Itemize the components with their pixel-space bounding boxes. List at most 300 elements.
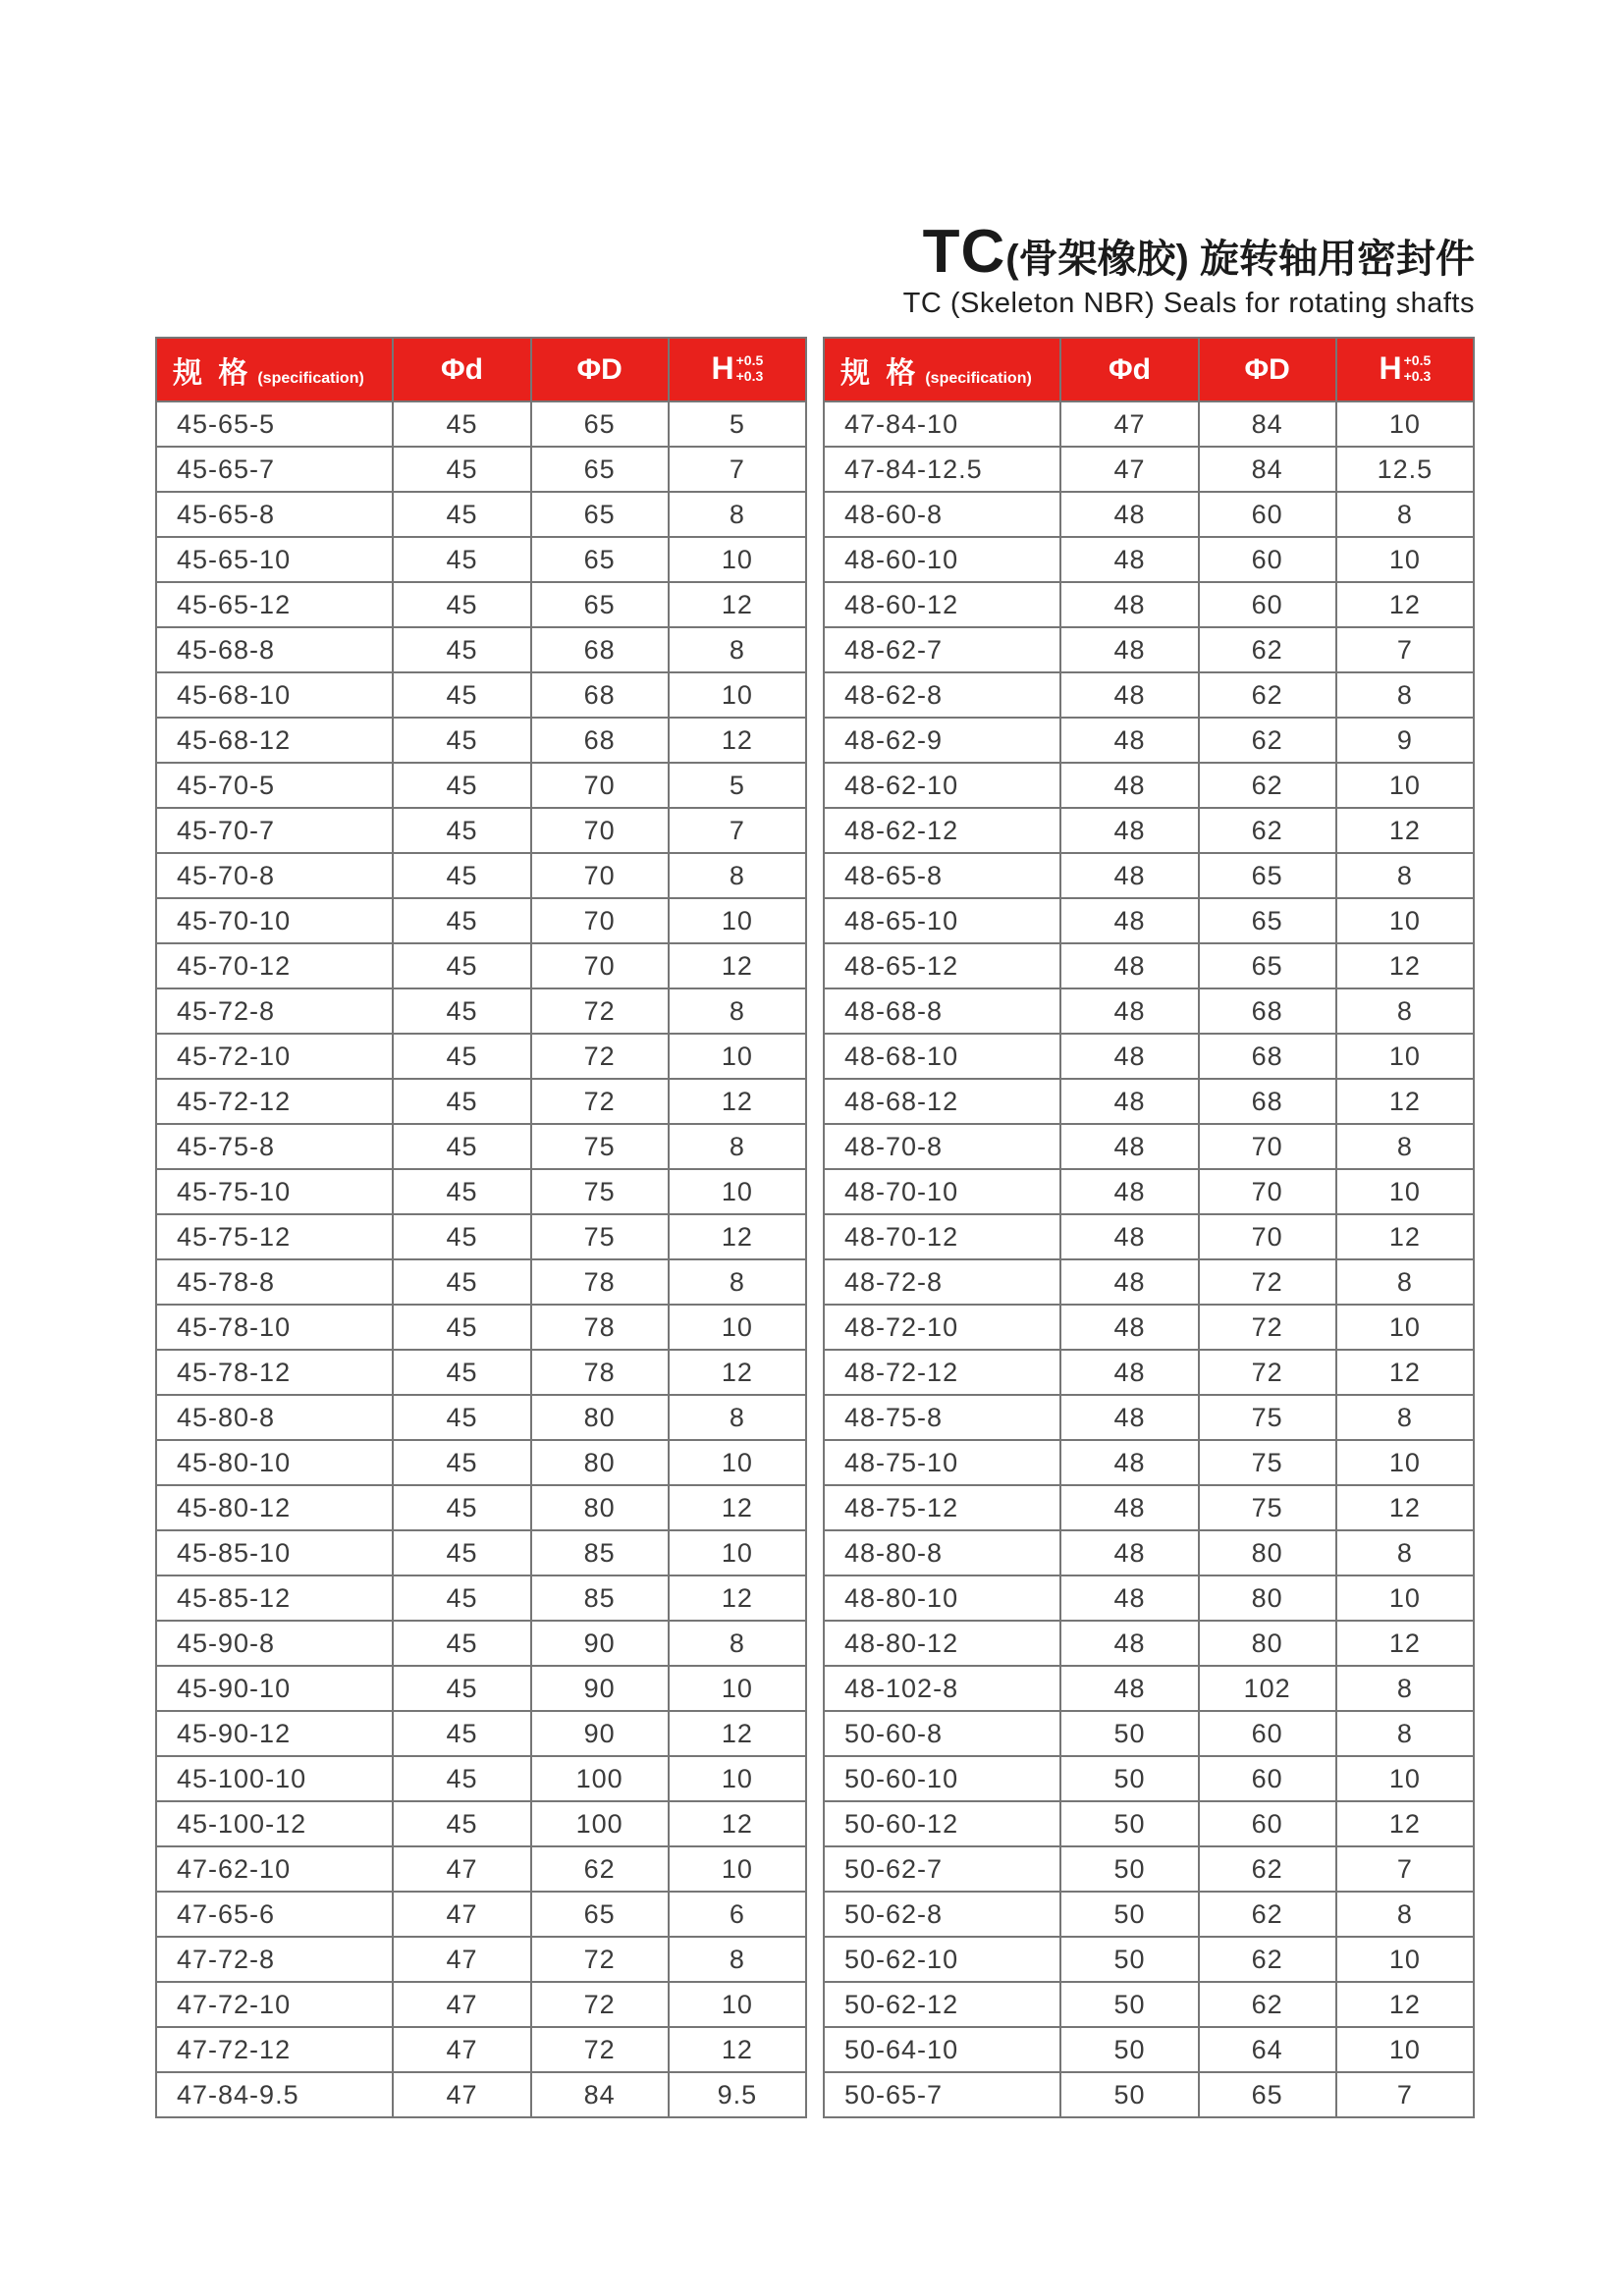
table-row bbox=[156, 943, 806, 988]
value-cell: 8 bbox=[1336, 1259, 1474, 1305]
value-cell: 47 bbox=[393, 1982, 530, 2027]
value-cell: 70 bbox=[531, 808, 669, 853]
value-cell: 45 bbox=[393, 1756, 530, 1801]
spec-cell: 50-64-10 bbox=[824, 2027, 1060, 2072]
value-cell: 45 bbox=[393, 1034, 530, 1079]
value-cell: 47 bbox=[393, 1937, 530, 1982]
table-row bbox=[824, 1305, 1474, 1350]
page-title bbox=[903, 218, 1475, 286]
table-row bbox=[156, 1846, 806, 1892]
spec-cell: 45-75-8 bbox=[156, 1124, 393, 1169]
table-row bbox=[156, 1350, 806, 1395]
table-row bbox=[156, 492, 806, 537]
spec-cell: 50-60-12 bbox=[824, 1801, 1060, 1846]
table-row bbox=[824, 1982, 1474, 2027]
table-row bbox=[156, 672, 806, 718]
value-cell: 7 bbox=[669, 808, 806, 853]
value-cell: 72 bbox=[531, 1982, 669, 2027]
table-row bbox=[156, 853, 806, 898]
spec-cell: 47-65-6 bbox=[156, 1892, 393, 1937]
value-cell: 62 bbox=[1199, 1937, 1336, 1982]
value-cell: 47 bbox=[393, 1892, 530, 1937]
table-row bbox=[824, 627, 1474, 672]
value-cell: 84 bbox=[1199, 401, 1336, 447]
value-cell: 10 bbox=[669, 1846, 806, 1892]
table-row bbox=[156, 1305, 806, 1350]
spec-cell: 48-65-12 bbox=[824, 943, 1060, 988]
value-cell: 80 bbox=[1199, 1621, 1336, 1666]
value-cell: 84 bbox=[531, 2072, 669, 2117]
table-row bbox=[156, 808, 806, 853]
column-header-phi-d: Φd bbox=[393, 338, 530, 401]
spec-cell: 45-100-12 bbox=[156, 1801, 393, 1846]
value-cell: 10 bbox=[669, 1034, 806, 1079]
value-cell: 45 bbox=[393, 943, 530, 988]
value-cell: 5 bbox=[669, 401, 806, 447]
value-cell: 48 bbox=[1060, 1169, 1198, 1214]
table-row bbox=[156, 1756, 806, 1801]
value-cell: 90 bbox=[531, 1621, 669, 1666]
table-row bbox=[824, 1756, 1474, 1801]
value-cell: 9 bbox=[1336, 718, 1474, 763]
table-row bbox=[824, 1124, 1474, 1169]
table-row bbox=[156, 1440, 806, 1485]
table-row bbox=[824, 401, 1474, 447]
spec-cell: 48-65-10 bbox=[824, 898, 1060, 943]
value-cell: 72 bbox=[1199, 1350, 1336, 1395]
table-row bbox=[824, 2072, 1474, 2117]
spec-cell: 48-80-8 bbox=[824, 1530, 1060, 1575]
table-row bbox=[824, 1575, 1474, 1621]
spec-cell: 45-70-10 bbox=[156, 898, 393, 943]
spec-cell: 50-65-7 bbox=[824, 2072, 1060, 2117]
value-cell: 48 bbox=[1060, 943, 1198, 988]
spec-tables bbox=[155, 337, 1475, 2118]
spec-label-cn: 规 格 bbox=[173, 356, 252, 390]
column-header-h bbox=[669, 338, 806, 401]
table-row bbox=[824, 1440, 1474, 1485]
table-row bbox=[824, 1666, 1474, 1711]
value-cell: 12 bbox=[669, 582, 806, 627]
spec-cell: 47-62-10 bbox=[156, 1846, 393, 1892]
value-cell: 12 bbox=[1336, 582, 1474, 627]
column-header-phi-d: Φd bbox=[1060, 338, 1198, 401]
table-row bbox=[156, 1621, 806, 1666]
spec-cell: 45-65-8 bbox=[156, 492, 393, 537]
value-cell: 9.5 bbox=[669, 2072, 806, 2117]
table-row bbox=[156, 1666, 806, 1711]
spec-cell: 48-75-12 bbox=[824, 1485, 1060, 1530]
value-cell: 45 bbox=[393, 808, 530, 853]
value-cell: 72 bbox=[531, 988, 669, 1034]
value-cell: 45 bbox=[393, 1350, 530, 1395]
value-cell: 90 bbox=[531, 1711, 669, 1756]
spec-cell: 48-60-8 bbox=[824, 492, 1060, 537]
value-cell: 12 bbox=[1336, 943, 1474, 988]
spec-cell: 48-60-10 bbox=[824, 537, 1060, 582]
value-cell: 8 bbox=[1336, 1892, 1474, 1937]
value-cell: 8 bbox=[1336, 1124, 1474, 1169]
table-row bbox=[824, 447, 1474, 492]
value-cell: 6 bbox=[669, 1892, 806, 1937]
table-row bbox=[824, 1214, 1474, 1259]
value-cell: 12 bbox=[669, 1214, 806, 1259]
spec-cell: 45-65-10 bbox=[156, 537, 393, 582]
spec-cell: 50-62-7 bbox=[824, 1846, 1060, 1892]
spec-cell: 45-70-8 bbox=[156, 853, 393, 898]
value-cell: 72 bbox=[531, 1937, 669, 1982]
table-body-right bbox=[824, 401, 1474, 2117]
value-cell: 80 bbox=[1199, 1575, 1336, 1621]
table-row bbox=[824, 943, 1474, 988]
value-cell: 65 bbox=[531, 447, 669, 492]
value-cell: 10 bbox=[669, 1756, 806, 1801]
spec-cell: 45-78-8 bbox=[156, 1259, 393, 1305]
value-cell: 48 bbox=[1060, 1485, 1198, 1530]
spec-cell: 50-62-12 bbox=[824, 1982, 1060, 2027]
spec-cell: 45-90-12 bbox=[156, 1711, 393, 1756]
value-cell: 48 bbox=[1060, 718, 1198, 763]
spec-cell: 45-80-8 bbox=[156, 1395, 393, 1440]
value-cell: 10 bbox=[1336, 1305, 1474, 1350]
value-cell: 60 bbox=[1199, 1801, 1336, 1846]
value-cell: 8 bbox=[1336, 672, 1474, 718]
table-row bbox=[824, 763, 1474, 808]
value-cell: 60 bbox=[1199, 582, 1336, 627]
value-cell: 68 bbox=[1199, 1079, 1336, 1124]
value-cell: 12 bbox=[669, 1079, 806, 1124]
spec-cell: 45-72-12 bbox=[156, 1079, 393, 1124]
value-cell: 45 bbox=[393, 401, 530, 447]
spec-label-cn: 规 格 bbox=[840, 356, 920, 390]
value-cell: 62 bbox=[531, 1846, 669, 1892]
spec-cell: 45-72-8 bbox=[156, 988, 393, 1034]
table-row bbox=[156, 1575, 806, 1621]
h-tolerance-upper: +0.5 bbox=[735, 351, 764, 368]
spec-cell: 45-68-8 bbox=[156, 627, 393, 672]
value-cell: 45 bbox=[393, 537, 530, 582]
h-tolerance bbox=[1404, 352, 1432, 384]
spec-cell: 45-70-7 bbox=[156, 808, 393, 853]
value-cell: 7 bbox=[1336, 1846, 1474, 1892]
value-cell: 45 bbox=[393, 853, 530, 898]
spec-cell: 45-78-12 bbox=[156, 1350, 393, 1395]
value-cell: 45 bbox=[393, 582, 530, 627]
value-cell: 70 bbox=[1199, 1214, 1336, 1259]
column-header-h bbox=[1336, 338, 1474, 401]
table-row bbox=[156, 1892, 806, 1937]
spec-cell: 48-72-8 bbox=[824, 1259, 1060, 1305]
value-cell: 50 bbox=[1060, 2027, 1198, 2072]
table-row bbox=[156, 627, 806, 672]
value-cell: 47 bbox=[393, 2072, 530, 2117]
value-cell: 48 bbox=[1060, 853, 1198, 898]
table-row bbox=[156, 1982, 806, 2027]
value-cell: 8 bbox=[1336, 1666, 1474, 1711]
table-row bbox=[824, 1485, 1474, 1530]
table-row bbox=[156, 1937, 806, 1982]
value-cell: 85 bbox=[531, 1575, 669, 1621]
value-cell: 62 bbox=[1199, 808, 1336, 853]
value-cell: 10 bbox=[669, 1982, 806, 2027]
spec-cell: 50-60-8 bbox=[824, 1711, 1060, 1756]
h-tolerance-lower: +0.3 bbox=[1403, 368, 1432, 385]
value-cell: 100 bbox=[531, 1801, 669, 1846]
table-row bbox=[156, 2072, 806, 2117]
table-row bbox=[824, 672, 1474, 718]
value-cell: 100 bbox=[531, 1756, 669, 1801]
spec-cell: 45-75-10 bbox=[156, 1169, 393, 1214]
value-cell: 10 bbox=[669, 1666, 806, 1711]
value-cell: 48 bbox=[1060, 582, 1198, 627]
value-cell: 48 bbox=[1060, 672, 1198, 718]
spec-cell: 47-72-12 bbox=[156, 2027, 393, 2072]
spec-cell: 45-85-12 bbox=[156, 1575, 393, 1621]
value-cell: 10 bbox=[669, 898, 806, 943]
value-cell: 7 bbox=[1336, 627, 1474, 672]
value-cell: 12 bbox=[1336, 1982, 1474, 2027]
value-cell: 60 bbox=[1199, 492, 1336, 537]
value-cell: 8 bbox=[669, 1124, 806, 1169]
table-row bbox=[156, 2027, 806, 2072]
value-cell: 12 bbox=[1336, 808, 1474, 853]
value-cell: 80 bbox=[531, 1485, 669, 1530]
table-row bbox=[824, 537, 1474, 582]
value-cell: 45 bbox=[393, 1711, 530, 1756]
value-cell: 90 bbox=[531, 1666, 669, 1711]
spec-cell: 45-90-10 bbox=[156, 1666, 393, 1711]
table-row bbox=[824, 2027, 1474, 2072]
spec-cell: 50-62-10 bbox=[824, 1937, 1060, 1982]
spec-cell: 45-65-7 bbox=[156, 447, 393, 492]
table-row bbox=[824, 1892, 1474, 1937]
table-row bbox=[824, 1395, 1474, 1440]
value-cell: 48 bbox=[1060, 1621, 1198, 1666]
spec-cell: 48-80-12 bbox=[824, 1621, 1060, 1666]
value-cell: 47 bbox=[393, 2027, 530, 2072]
table-row bbox=[156, 537, 806, 582]
table-row bbox=[824, 1169, 1474, 1214]
table-row bbox=[824, 1621, 1474, 1666]
spec-cell: 50-62-8 bbox=[824, 1892, 1060, 1937]
h-tolerance-upper: +0.5 bbox=[1403, 351, 1432, 368]
spec-cell: 45-80-12 bbox=[156, 1485, 393, 1530]
value-cell: 50 bbox=[1060, 1846, 1198, 1892]
value-cell: 65 bbox=[1199, 2072, 1336, 2117]
spec-cell: 48-70-12 bbox=[824, 1214, 1060, 1259]
value-cell: 78 bbox=[531, 1259, 669, 1305]
spec-cell: 48-70-8 bbox=[824, 1124, 1060, 1169]
value-cell: 70 bbox=[1199, 1169, 1336, 1214]
spec-cell: 47-72-8 bbox=[156, 1937, 393, 1982]
value-cell: 50 bbox=[1060, 1756, 1198, 1801]
value-cell: 8 bbox=[669, 492, 806, 537]
value-cell: 80 bbox=[531, 1440, 669, 1485]
value-cell: 45 bbox=[393, 718, 530, 763]
value-cell: 65 bbox=[531, 537, 669, 582]
value-cell: 78 bbox=[531, 1350, 669, 1395]
value-cell: 84 bbox=[1199, 447, 1336, 492]
spec-cell: 45-70-12 bbox=[156, 943, 393, 988]
value-cell: 10 bbox=[1336, 898, 1474, 943]
value-cell: 62 bbox=[1199, 1846, 1336, 1892]
value-cell: 8 bbox=[669, 1259, 806, 1305]
value-cell: 48 bbox=[1060, 898, 1198, 943]
spec-cell: 47-84-9.5 bbox=[156, 2072, 393, 2117]
value-cell: 48 bbox=[1060, 492, 1198, 537]
value-cell: 75 bbox=[1199, 1485, 1336, 1530]
value-cell: 80 bbox=[531, 1395, 669, 1440]
value-cell: 48 bbox=[1060, 537, 1198, 582]
value-cell: 70 bbox=[531, 943, 669, 988]
value-cell: 68 bbox=[1199, 1034, 1336, 1079]
table-row bbox=[156, 1530, 806, 1575]
value-cell: 8 bbox=[669, 988, 806, 1034]
value-cell: 48 bbox=[1060, 1214, 1198, 1259]
value-cell: 65 bbox=[531, 1892, 669, 1937]
spec-cell: 48-75-8 bbox=[824, 1395, 1060, 1440]
spec-cell: 48-62-7 bbox=[824, 627, 1060, 672]
table-row bbox=[824, 1259, 1474, 1305]
table-row bbox=[824, 1711, 1474, 1756]
spec-cell: 47-84-12.5 bbox=[824, 447, 1060, 492]
table-row bbox=[824, 1079, 1474, 1124]
table-row bbox=[156, 1169, 806, 1214]
table-row bbox=[824, 1034, 1474, 1079]
spec-table-left bbox=[155, 337, 807, 2118]
spec-cell: 48-65-8 bbox=[824, 853, 1060, 898]
value-cell: 8 bbox=[1336, 988, 1474, 1034]
spec-label-en: (specification) bbox=[257, 369, 364, 387]
table-row bbox=[824, 582, 1474, 627]
value-cell: 12 bbox=[1336, 1485, 1474, 1530]
spec-cell: 48-80-10 bbox=[824, 1575, 1060, 1621]
value-cell: 48 bbox=[1060, 1034, 1198, 1079]
value-cell: 10 bbox=[1336, 2027, 1474, 2072]
value-cell: 12 bbox=[1336, 1621, 1474, 1666]
spec-cell: 48-62-8 bbox=[824, 672, 1060, 718]
table-row bbox=[824, 1530, 1474, 1575]
table-row bbox=[824, 988, 1474, 1034]
spec-cell: 45-68-12 bbox=[156, 718, 393, 763]
value-cell: 10 bbox=[669, 1440, 806, 1485]
table-row bbox=[156, 1034, 806, 1079]
spec-cell: 45-100-10 bbox=[156, 1756, 393, 1801]
spec-cell: 48-62-12 bbox=[824, 808, 1060, 853]
value-cell: 48 bbox=[1060, 1530, 1198, 1575]
table-row bbox=[156, 1711, 806, 1756]
value-cell: 10 bbox=[1336, 1169, 1474, 1214]
table-row bbox=[156, 401, 806, 447]
value-cell: 45 bbox=[393, 763, 530, 808]
value-cell: 75 bbox=[531, 1124, 669, 1169]
spec-cell: 47-72-10 bbox=[156, 1982, 393, 2027]
value-cell: 64 bbox=[1199, 2027, 1336, 2072]
table-row bbox=[156, 1124, 806, 1169]
table-row bbox=[156, 1801, 806, 1846]
spec-cell: 48-62-9 bbox=[824, 718, 1060, 763]
value-cell: 8 bbox=[1336, 1530, 1474, 1575]
value-cell: 48 bbox=[1060, 1079, 1198, 1124]
value-cell: 75 bbox=[531, 1214, 669, 1259]
value-cell: 48 bbox=[1060, 1124, 1198, 1169]
value-cell: 62 bbox=[1199, 1892, 1336, 1937]
table-row bbox=[156, 718, 806, 763]
value-cell: 8 bbox=[669, 1937, 806, 1982]
value-cell: 10 bbox=[669, 537, 806, 582]
value-cell: 45 bbox=[393, 627, 530, 672]
table-row bbox=[156, 988, 806, 1034]
value-cell: 12 bbox=[669, 1575, 806, 1621]
value-cell: 45 bbox=[393, 1305, 530, 1350]
value-cell: 72 bbox=[531, 1034, 669, 1079]
table-row bbox=[156, 582, 806, 627]
value-cell: 72 bbox=[531, 2027, 669, 2072]
value-cell: 75 bbox=[531, 1169, 669, 1214]
spec-cell: 45-65-12 bbox=[156, 582, 393, 627]
column-header-spec bbox=[824, 338, 1060, 401]
spec-cell: 48-68-8 bbox=[824, 988, 1060, 1034]
value-cell: 62 bbox=[1199, 672, 1336, 718]
value-cell: 10 bbox=[1336, 537, 1474, 582]
value-cell: 45 bbox=[393, 492, 530, 537]
value-cell: 45 bbox=[393, 1395, 530, 1440]
value-cell: 48 bbox=[1060, 763, 1198, 808]
spec-cell: 45-78-10 bbox=[156, 1305, 393, 1350]
value-cell: 75 bbox=[1199, 1395, 1336, 1440]
value-cell: 65 bbox=[1199, 943, 1336, 988]
spec-cell: 45-65-5 bbox=[156, 401, 393, 447]
value-cell: 72 bbox=[1199, 1259, 1336, 1305]
spec-cell: 48-72-12 bbox=[824, 1350, 1060, 1395]
value-cell: 8 bbox=[1336, 492, 1474, 537]
value-cell: 5 bbox=[669, 763, 806, 808]
value-cell: 45 bbox=[393, 672, 530, 718]
table-row bbox=[156, 763, 806, 808]
spec-cell: 45-70-5 bbox=[156, 763, 393, 808]
value-cell: 8 bbox=[669, 853, 806, 898]
table-row bbox=[156, 1259, 806, 1305]
value-cell: 8 bbox=[669, 627, 806, 672]
page-header bbox=[902, 218, 1475, 320]
spec-cell: 45-72-10 bbox=[156, 1034, 393, 1079]
value-cell: 45 bbox=[393, 898, 530, 943]
value-cell: 50 bbox=[1060, 1711, 1198, 1756]
spec-table-right bbox=[823, 337, 1475, 2118]
table-row bbox=[824, 1846, 1474, 1892]
value-cell: 48 bbox=[1060, 1259, 1198, 1305]
table-row bbox=[156, 447, 806, 492]
value-cell: 68 bbox=[1199, 988, 1336, 1034]
value-cell: 60 bbox=[1199, 1756, 1336, 1801]
value-cell: 62 bbox=[1199, 1982, 1336, 2027]
value-cell: 12 bbox=[669, 1350, 806, 1395]
value-cell: 12 bbox=[1336, 1350, 1474, 1395]
value-cell: 12 bbox=[1336, 1079, 1474, 1124]
h-label: H bbox=[1379, 350, 1402, 387]
h-label: H bbox=[711, 350, 734, 387]
table-row bbox=[156, 1395, 806, 1440]
spec-cell: 48-62-10 bbox=[824, 763, 1060, 808]
value-cell: 8 bbox=[669, 1395, 806, 1440]
value-cell: 12 bbox=[669, 1801, 806, 1846]
spec-cell: 48-70-10 bbox=[824, 1169, 1060, 1214]
spec-cell: 48-72-10 bbox=[824, 1305, 1060, 1350]
value-cell: 45 bbox=[393, 988, 530, 1034]
value-cell: 60 bbox=[1199, 1711, 1336, 1756]
value-cell: 68 bbox=[531, 672, 669, 718]
value-cell: 62 bbox=[1199, 763, 1336, 808]
